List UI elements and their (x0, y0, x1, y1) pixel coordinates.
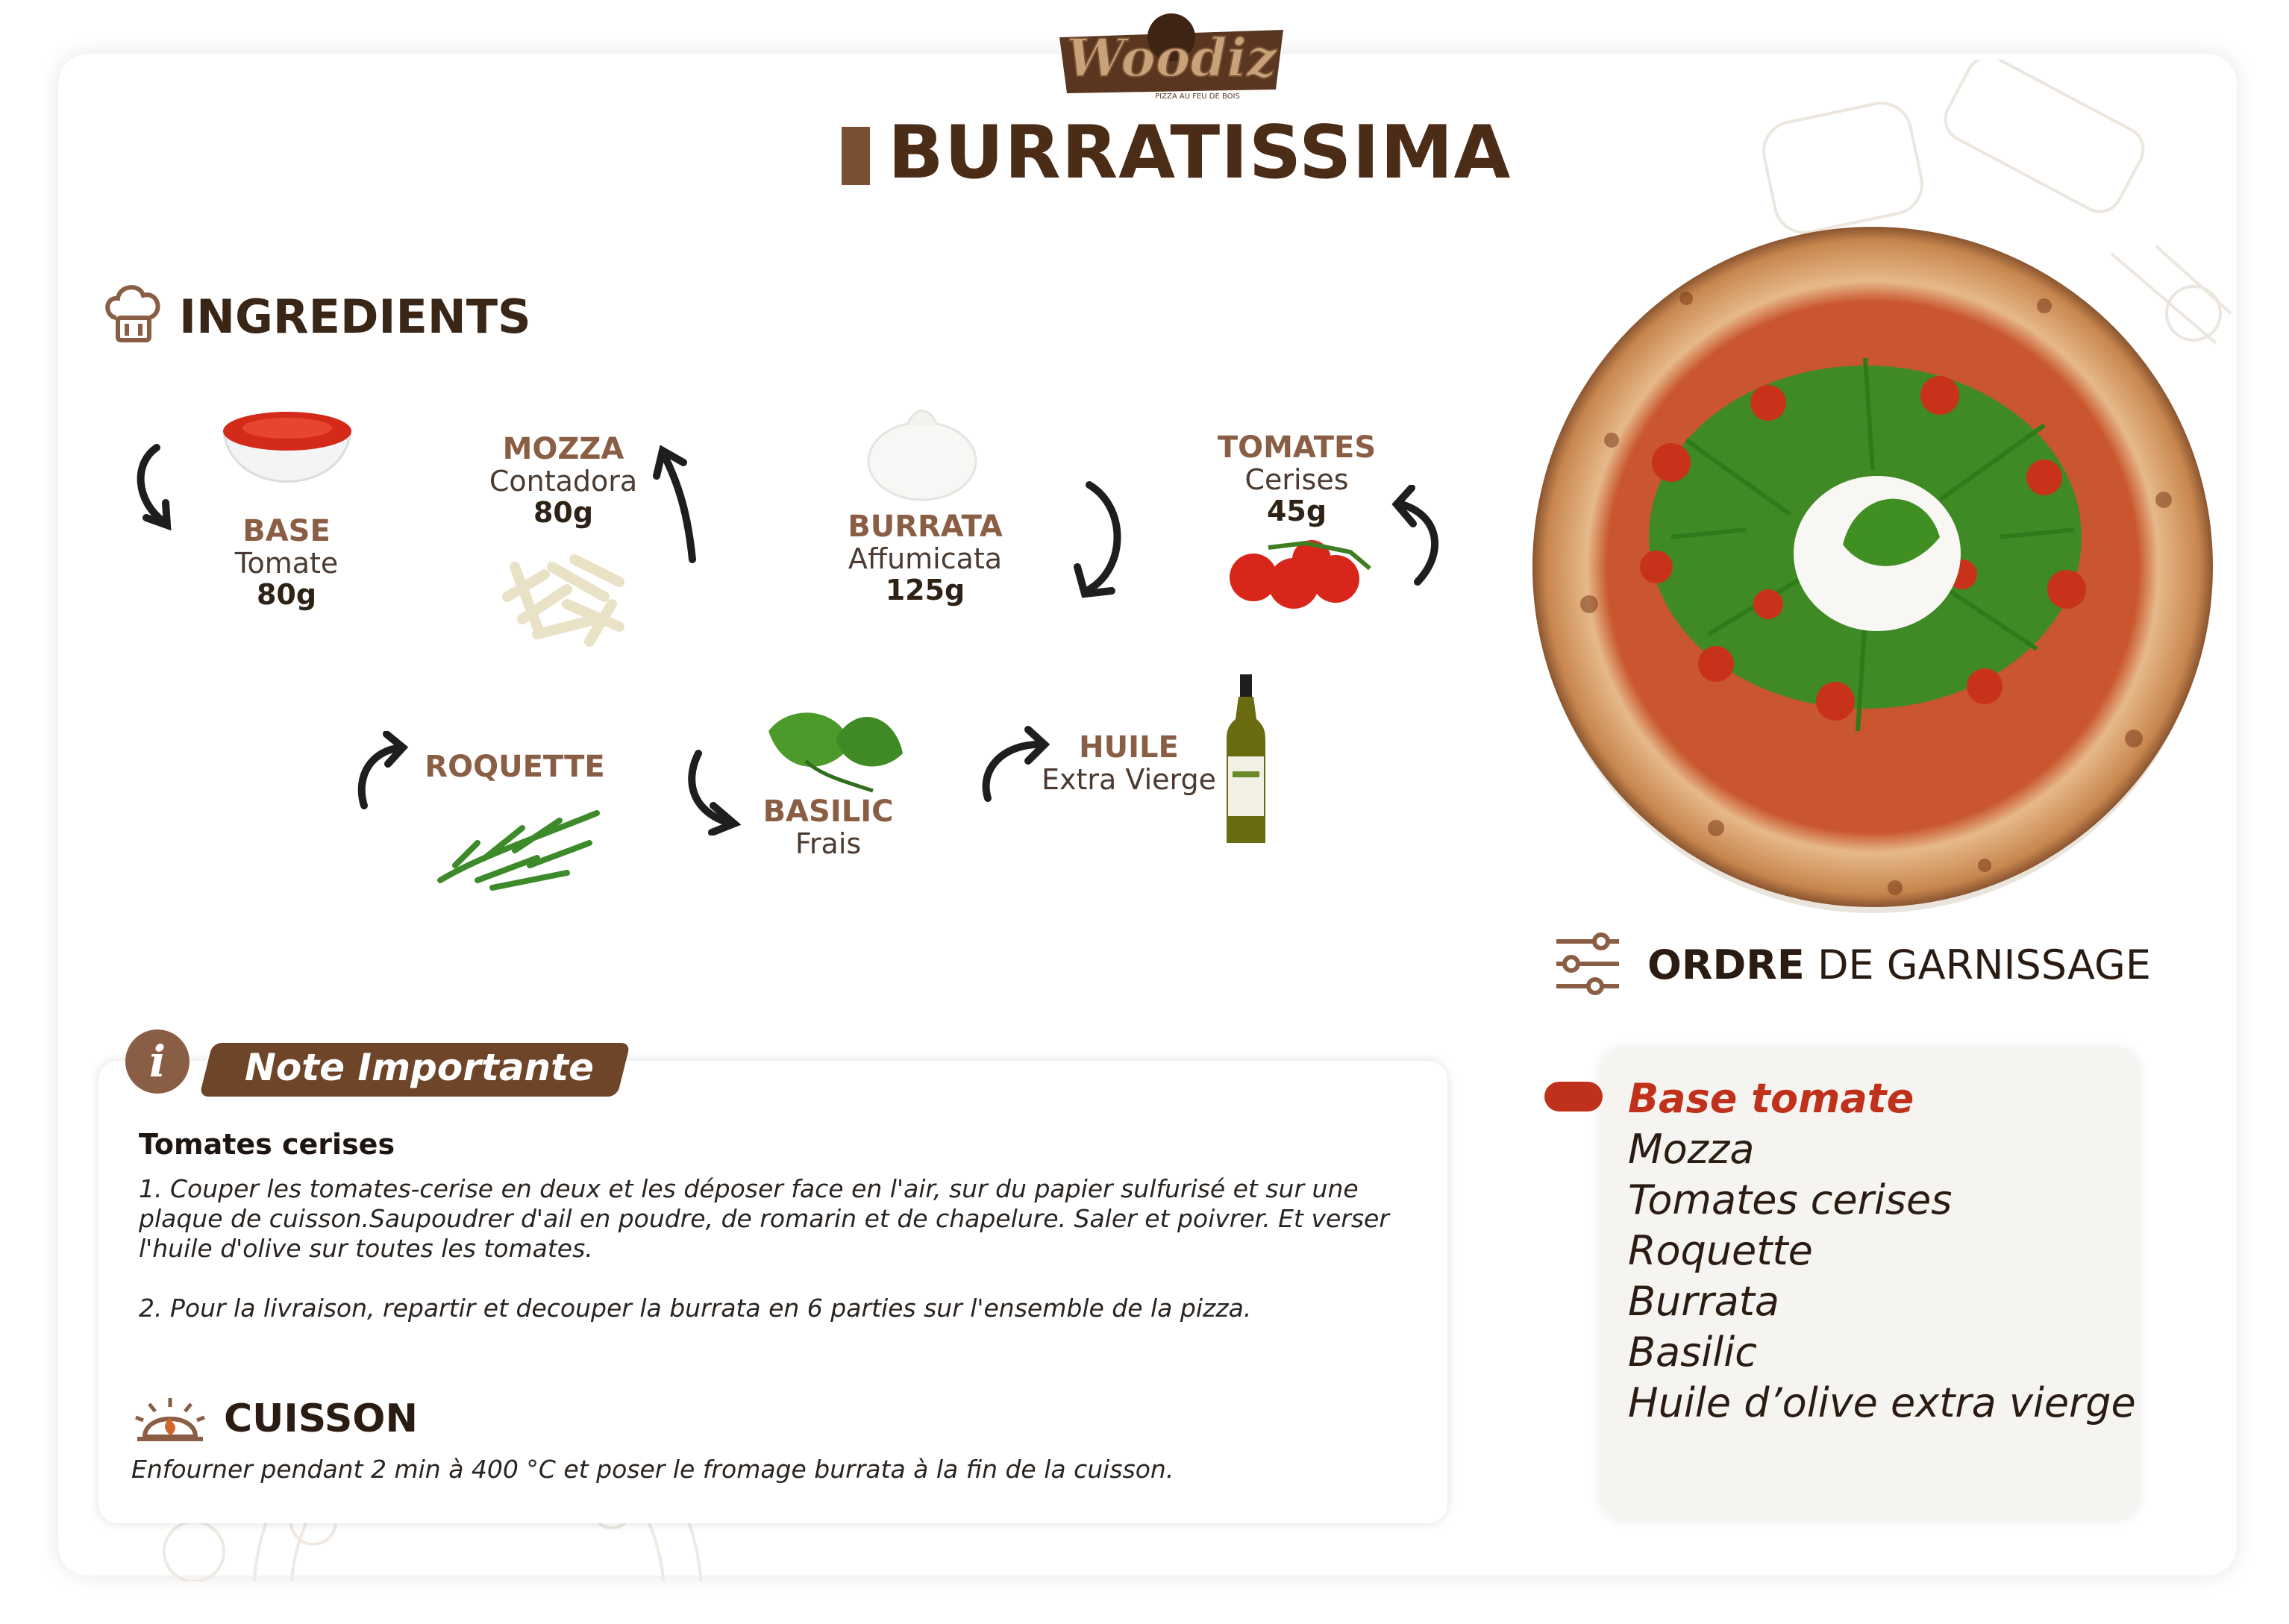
ordre-item: Basilic (1628, 1329, 1757, 1376)
ingredient-name: HUILE (1079, 730, 1179, 765)
ingredient-name: MOZZA (502, 432, 624, 466)
ingredient-basilic (746, 795, 910, 859)
ingredient-base (212, 515, 361, 610)
ingredient-tomates (1207, 431, 1386, 527)
sliders-icon (1553, 929, 1622, 997)
ingredient-quantity: 80g (256, 578, 317, 611)
ingredient-subtitle: Frais (795, 827, 862, 860)
ordre-item: Burrata (1628, 1278, 1780, 1325)
ordre-item: Mozza (1628, 1126, 1755, 1173)
ingredient-burrata (828, 510, 1022, 606)
arrow-icon (127, 440, 179, 537)
ordre-garnissage-title: ORDRE DE GARNISSAGE (1647, 941, 2151, 988)
oven-fire-icon (131, 1395, 209, 1444)
ingredient-name: BASILIC (763, 794, 894, 829)
ingredient-subtitle: Extra Vierge (1042, 763, 1216, 796)
ingredient-subtitle: Affumicata (848, 542, 1003, 575)
note-tab-label: Note Importante (245, 1046, 594, 1089)
info-icon: i (125, 1029, 190, 1094)
cuisson-text: Enfourner pendant 2 min à 400 °C et poser le fromage burrata à la fin de la cuisson. (131, 1455, 1174, 1484)
arrow-icon (1067, 477, 1134, 604)
olive-oil-bottle-image (1224, 674, 1268, 846)
ingredient-huile (1043, 731, 1215, 795)
arrow-icon (349, 731, 416, 813)
burrata-image (862, 398, 982, 503)
cuisson-title: CUISSON (224, 1396, 419, 1441)
basil-leaves-image (761, 701, 910, 798)
ingredients-section-title: INGREDIENTS (179, 289, 531, 344)
shredded-mozzarella-image (492, 537, 634, 649)
page-title: BURRATISSIMA (888, 110, 1512, 195)
arrow-icon (679, 746, 746, 835)
ordre-item: Tomates cerises (1628, 1176, 1953, 1223)
ingredient-quantity: 45g (1266, 495, 1327, 527)
ingredient-name: ROQUETTE (425, 750, 605, 784)
ingredient-quantity: 80g (533, 496, 594, 529)
svg-text:PIZZA AU FEU DE BOIS: PIZZA AU FEU DE BOIS (1155, 93, 1240, 101)
ordre-item: Roquette (1628, 1227, 1813, 1274)
ingredient-name: BURRATA (848, 510, 1003, 544)
note-heading: Tomates cerises (139, 1128, 395, 1161)
ingredient-quantity: 125g (885, 574, 965, 606)
ordre-item-active: Base tomate (1628, 1075, 1914, 1122)
tomato-sauce-bowl-image (216, 401, 358, 506)
ingredient-subtitle: Cerises (1244, 463, 1349, 496)
rocket-leaves-image (433, 798, 612, 895)
ingredient-subtitle: Tomate (234, 547, 339, 580)
active-step-marker (1544, 1082, 1603, 1112)
ingredient-name: BASE (242, 514, 331, 548)
arrow-icon (649, 440, 709, 567)
cherry-tomatoes-image (1224, 530, 1380, 612)
ingredient-roquette (418, 750, 612, 783)
ingredient-subtitle: Contadora (489, 465, 638, 498)
note-paragraph-2: 2. Pour la livraison, repartir et decouper la burrata en 6 parties sur l'ensemble de la pizza. (139, 1294, 1252, 1323)
chef-hat-icon (100, 280, 167, 348)
pizza-image (1522, 216, 2223, 918)
svg-text:Woodiz: Woodiz (1066, 27, 1277, 89)
note-paragraph-1: 1. Couper les tomates-cerise en deux et les déposer face en l'air, sur du papier sulfurisé et sur une plaque de cuisson.Saupoudrer d'ail en poudre, de romarin et de chapelure. Saler et poivrer. Et verser l'huile d'olive sur toutes les tomates. (139, 1174, 1389, 1263)
woodiz-logo (1045, 7, 1298, 112)
ingredient-name: TOMATES (1217, 430, 1377, 465)
arrow-icon (1386, 485, 1453, 589)
ingredient-mozza (477, 433, 649, 528)
ordre-item: Huile d’olive extra vierge (1628, 1379, 2136, 1426)
title-accent-bar (842, 127, 870, 185)
